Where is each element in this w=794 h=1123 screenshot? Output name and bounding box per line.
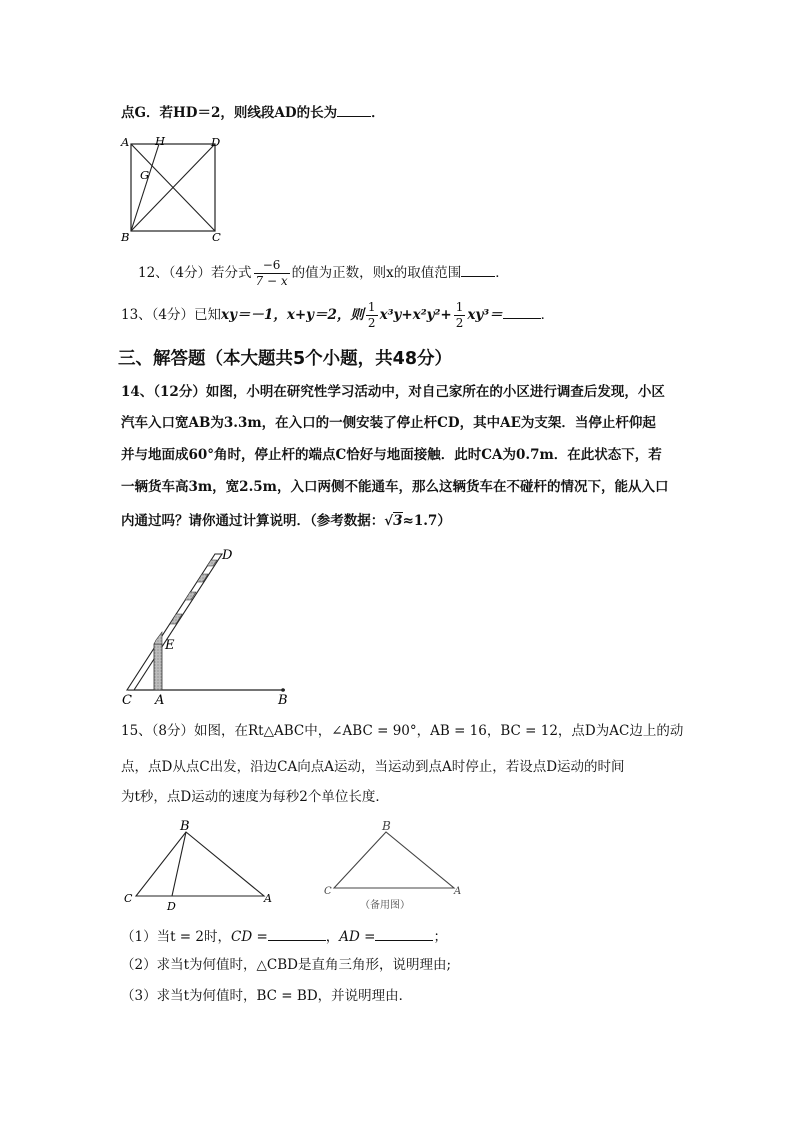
label-d: D (167, 900, 176, 913)
q13-frac2-num: 1 (455, 300, 464, 314)
q11-text-before: 点G．若HD＝2，则线段AD的长为 (121, 105, 338, 121)
support-top (154, 632, 162, 644)
q12-end: ． (495, 265, 509, 281)
q15-figure-backup (320, 818, 470, 914)
q11-answer-blank[interactable] (337, 102, 371, 117)
q11-text (121, 102, 385, 123)
label-a: A (264, 892, 272, 905)
label-b: B (180, 819, 190, 834)
q15-ad-blank[interactable] (375, 926, 433, 941)
label-h: H (155, 134, 166, 148)
label-c: C (324, 886, 332, 897)
segment-bh (131, 144, 159, 231)
q12-denominator: 7 − x (255, 274, 288, 288)
label-a: A (155, 693, 165, 708)
q15-ad-label: AD = (339, 929, 376, 945)
q15-cd-blank[interactable] (268, 926, 326, 941)
q12-prefix: 12、（4分）若分式 (138, 265, 252, 281)
label-c: C (122, 693, 132, 708)
q14-line-5 (121, 511, 451, 531)
label-b: B (278, 693, 288, 708)
support-ae (154, 644, 162, 690)
q13-fraction-2 (454, 300, 466, 331)
q13-term1: x³y+x²y²+ (379, 307, 452, 323)
q13-frac2-den: 2 (455, 316, 464, 330)
q11-text-after: ． (371, 105, 385, 121)
sqrt-radicand: 3 (393, 513, 403, 529)
q12-suffix: 的值为正数，则x的取值范围 (291, 265, 462, 281)
backup-caption: （备用图） (360, 900, 410, 911)
q13-prefix: 13、（4分）已知 (121, 307, 222, 323)
q14-figure-barrier (118, 544, 298, 708)
label-g: G (140, 168, 150, 182)
label-a: A (121, 135, 130, 149)
triangle-abc-backup (334, 832, 454, 888)
q15-sub-2: （2）求当t为何值时，△CBD是直角三角形，说明理由; (121, 957, 452, 973)
q15-sub-1: （1）当t = 2时，CD = ，AD = ； (121, 926, 447, 947)
label-c: C (124, 892, 133, 905)
label-b: B (121, 230, 130, 244)
q12 (138, 254, 509, 292)
q12-fraction (254, 258, 290, 289)
q14-line-4: 一辆货车高3m，宽2.5m，入口两侧不能通车，那么这辆货车在不碰杆的情况下，能从入口 (121, 479, 669, 495)
q15-line-1: 15、（8分）如图，在Rt△ABC中，∠ABC = 90°，AB = 16，BC = 12，点D为AC边上的动 (121, 723, 684, 739)
label-a: A (454, 886, 462, 897)
label-e: E (165, 638, 175, 653)
q13 (121, 296, 554, 334)
label-b: B (382, 819, 391, 833)
label-d: D (222, 548, 233, 563)
q13-end: ． (540, 307, 555, 323)
q14-line-5-prefix: 内通过吗？请你通过计算说明．（参考数据： (121, 513, 385, 529)
q15-line-3: 为t秒，点D运动的速度为每秒2个单位长度． (121, 789, 389, 805)
q13-fraction-1 (366, 300, 378, 331)
point-b (281, 688, 285, 692)
section-3-heading: 三、解答题（本大题共5个小题，共48分） (118, 349, 453, 369)
q14-line-3: 并与地面成60°角时，停止杆的端点C恰好与地面接触．此时CA为0.7m．在此状态下，若 (121, 447, 662, 463)
q15-line-2: 点，点D从点C出发，沿边CA向点A运动，当运动到点A时停止，若设点D运动的时间 (121, 759, 625, 775)
q13-frac1-den: 2 (367, 316, 376, 330)
label-d: D (211, 135, 221, 149)
q15-sub-3: （3）求当t为何值时，BC = BD，并说明理由． (121, 988, 413, 1004)
q14-line-2: 汽车入口宽AB为3.3m，在入口的一侧安装了停止杆CD，其中AE为支架．当停止杆仰起 (121, 415, 656, 431)
q14-line-1: 14、（12分）如图，小明在研究性学习活动中，对自己家所在的小区进行调查后发现，小区 (121, 384, 665, 400)
triangle-abc (136, 832, 264, 896)
q13-condition: xy＝－1，x+y＝2，则 (221, 307, 364, 323)
q15-sub-1-end: ； (433, 929, 447, 945)
q14-line-5-suffix: ≈1.7） (402, 513, 451, 529)
sqrt-symbol: √ (384, 513, 394, 529)
q13-answer-blank[interactable] (503, 304, 541, 319)
q12-numerator: −6 (262, 258, 281, 272)
q12-answer-blank[interactable] (461, 262, 495, 277)
q13-term2: xy³＝ (467, 307, 503, 323)
q15-figure-main (118, 818, 278, 914)
q13-frac1-num: 1 (367, 300, 376, 314)
q11-figure-square (118, 134, 230, 246)
label-c: C (212, 230, 221, 244)
q15-cd-label: CD = (231, 929, 268, 945)
q15-sub-1-prefix: （1）当t = 2时， (121, 929, 231, 945)
